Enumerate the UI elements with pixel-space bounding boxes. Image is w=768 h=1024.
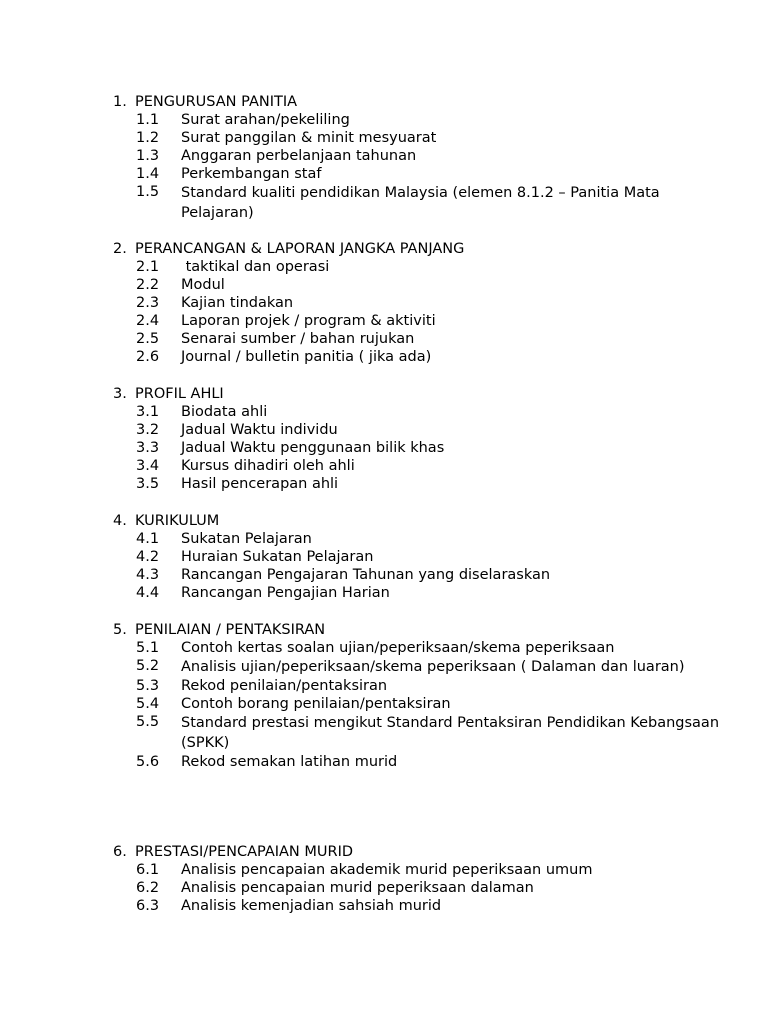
item-number: 1.3 xyxy=(136,148,160,164)
item-number: 6.1 xyxy=(136,862,160,878)
item-text: Jadual Waktu penggunaan bilik khas xyxy=(181,440,445,456)
section-1 xyxy=(113,93,733,223)
list-item xyxy=(113,111,733,129)
item-number: 1.1 xyxy=(136,112,160,128)
section-heading xyxy=(113,512,733,530)
item-number: 5.5 xyxy=(136,714,160,730)
item-number: 3.3 xyxy=(136,440,160,456)
item-text: Analisis ujian/peperiksaan/skema peperiksaan ( Dalaman dan luaran) xyxy=(181,659,685,675)
list-item xyxy=(113,147,733,165)
section-heading xyxy=(113,93,733,111)
item-list xyxy=(113,861,733,915)
item-text: Senarai sumber / bahan rujukan xyxy=(181,331,415,347)
item-text: Rancangan Pengajian Harian xyxy=(181,585,390,601)
item-number: 2.2 xyxy=(136,277,160,293)
section-number: 6. xyxy=(113,844,127,860)
item-number: 6.3 xyxy=(136,898,160,914)
item-list xyxy=(113,111,733,223)
list-item xyxy=(113,879,733,897)
item-number: 3.5 xyxy=(136,476,160,492)
item-number: 5.3 xyxy=(136,678,160,694)
item-number: 3.2 xyxy=(136,422,160,438)
section-heading xyxy=(113,621,733,639)
item-text: Anggaran perbelanjaan tahunan xyxy=(181,148,417,164)
item-text: taktikal dan operasi xyxy=(181,259,330,275)
list-item xyxy=(113,861,733,879)
item-text: Rekod semakan latihan murid xyxy=(181,754,398,770)
list-item xyxy=(113,129,733,147)
item-list xyxy=(113,258,733,366)
list-item xyxy=(113,639,733,657)
item-text: Surat arahan/pekeliling xyxy=(181,112,350,128)
item-text: Analisis kemenjadian sahsiah murid xyxy=(181,898,442,914)
item-text: Biodata ahli xyxy=(181,404,268,420)
item-list xyxy=(113,639,733,771)
item-list xyxy=(113,530,733,602)
section-heading xyxy=(113,385,733,403)
list-item xyxy=(113,258,733,276)
section-heading xyxy=(113,843,733,861)
item-number: 2.5 xyxy=(136,331,160,347)
list-item xyxy=(113,475,733,493)
item-text: Laporan projek / program & aktiviti xyxy=(181,313,436,329)
section-title: PENILAIAN / PENTAKSIRAN xyxy=(135,622,326,638)
section-number: 2. xyxy=(113,241,127,257)
list-item xyxy=(113,584,733,602)
list-item xyxy=(113,657,733,677)
section-number: 4. xyxy=(113,513,127,529)
list-item xyxy=(113,695,733,713)
section-heading xyxy=(113,240,733,258)
list-item xyxy=(113,713,733,753)
list-item xyxy=(113,548,733,566)
item-number: 1.4 xyxy=(136,166,160,182)
list-item xyxy=(113,566,733,584)
section-4 xyxy=(113,512,733,602)
section-5 xyxy=(113,621,733,771)
item-number: 1.2 xyxy=(136,130,160,146)
item-number: 5.4 xyxy=(136,696,160,712)
list-item xyxy=(113,421,733,439)
item-text: Rekod penilaian/pentaksiran xyxy=(181,678,388,694)
list-item xyxy=(113,457,733,475)
section-number: 3. xyxy=(113,386,127,402)
list-item xyxy=(113,530,733,548)
section-title: PROFIL AHLI xyxy=(135,386,224,402)
list-item xyxy=(113,677,733,695)
item-number: 4.3 xyxy=(136,567,160,583)
item-number: 3.1 xyxy=(136,404,160,420)
item-number: 5.6 xyxy=(136,754,160,770)
list-item xyxy=(113,183,733,223)
section-3 xyxy=(113,385,733,493)
item-number: 6.2 xyxy=(136,880,160,896)
list-item xyxy=(113,348,733,366)
list-item xyxy=(113,276,733,294)
list-item xyxy=(113,753,733,771)
item-text: Surat panggilan & minit mesyuarat xyxy=(181,130,437,146)
section-6 xyxy=(113,843,733,915)
item-number: 4.2 xyxy=(136,549,160,565)
list-item xyxy=(113,165,733,183)
item-text: Hasil pencerapan ahli xyxy=(181,476,339,492)
list-item xyxy=(113,294,733,312)
item-number: 2.4 xyxy=(136,313,160,329)
item-text: Standard prestasi mengikut Standard Pentaksiran Pendidikan Kebangsaan (SPKK) xyxy=(181,715,720,751)
item-number: 5.2 xyxy=(136,658,160,674)
item-number: 2.3 xyxy=(136,295,160,311)
item-text: Kursus dihadiri oleh ahli xyxy=(181,458,355,474)
section-number: 1. xyxy=(113,94,127,110)
item-text: Sukatan Pelajaran xyxy=(181,531,312,547)
section-title: PERANCANGAN & LAPORAN JANGKA PANJANG xyxy=(135,241,465,257)
item-number: 4.4 xyxy=(136,585,160,601)
list-item xyxy=(113,403,733,421)
item-number: 3.4 xyxy=(136,458,160,474)
item-text: Rancangan Pengajaran Tahunan yang diselaraskan xyxy=(181,567,551,583)
item-number: 5.1 xyxy=(136,640,160,656)
section-title: PENGURUSAN PANITIA xyxy=(135,94,298,110)
item-text: Contoh kertas soalan ujian/peperiksaan/skema peperiksaan xyxy=(181,640,615,656)
item-text: Huraian Sukatan Pelajaran xyxy=(181,549,374,565)
item-text: Analisis pencapaian akademik murid peperiksaan umum xyxy=(181,862,593,878)
section-number: 5. xyxy=(113,622,127,638)
list-item xyxy=(113,439,733,457)
item-number: 2.1 xyxy=(136,259,160,275)
item-text: Analisis pencapaian murid peperiksaan dalaman xyxy=(181,880,534,896)
list-item xyxy=(113,897,733,915)
item-text: Jadual Waktu individu xyxy=(181,422,338,438)
section-title: PRESTASI/PENCAPAIAN MURID xyxy=(135,844,354,860)
item-text: Modul xyxy=(181,277,225,293)
section-title: KURIKULUM xyxy=(135,513,220,529)
list-item xyxy=(113,330,733,348)
item-number: 2.6 xyxy=(136,349,160,365)
item-text: Kajian tindakan xyxy=(181,295,294,311)
item-text: Perkembangan staf xyxy=(181,166,322,182)
item-number: 1.5 xyxy=(136,184,160,200)
list-item xyxy=(113,312,733,330)
item-text: Contoh borang penilaian/pentaksiran xyxy=(181,696,451,712)
item-list xyxy=(113,403,733,493)
item-text: Standard kualiti pendidikan Malaysia (elemen 8.1.2 – Panitia Mata Pelajaran) xyxy=(181,185,660,221)
item-number: 4.1 xyxy=(136,531,160,547)
section-2 xyxy=(113,240,733,366)
item-text: Journal / bulletin panitia ( jika ada) xyxy=(181,349,432,365)
